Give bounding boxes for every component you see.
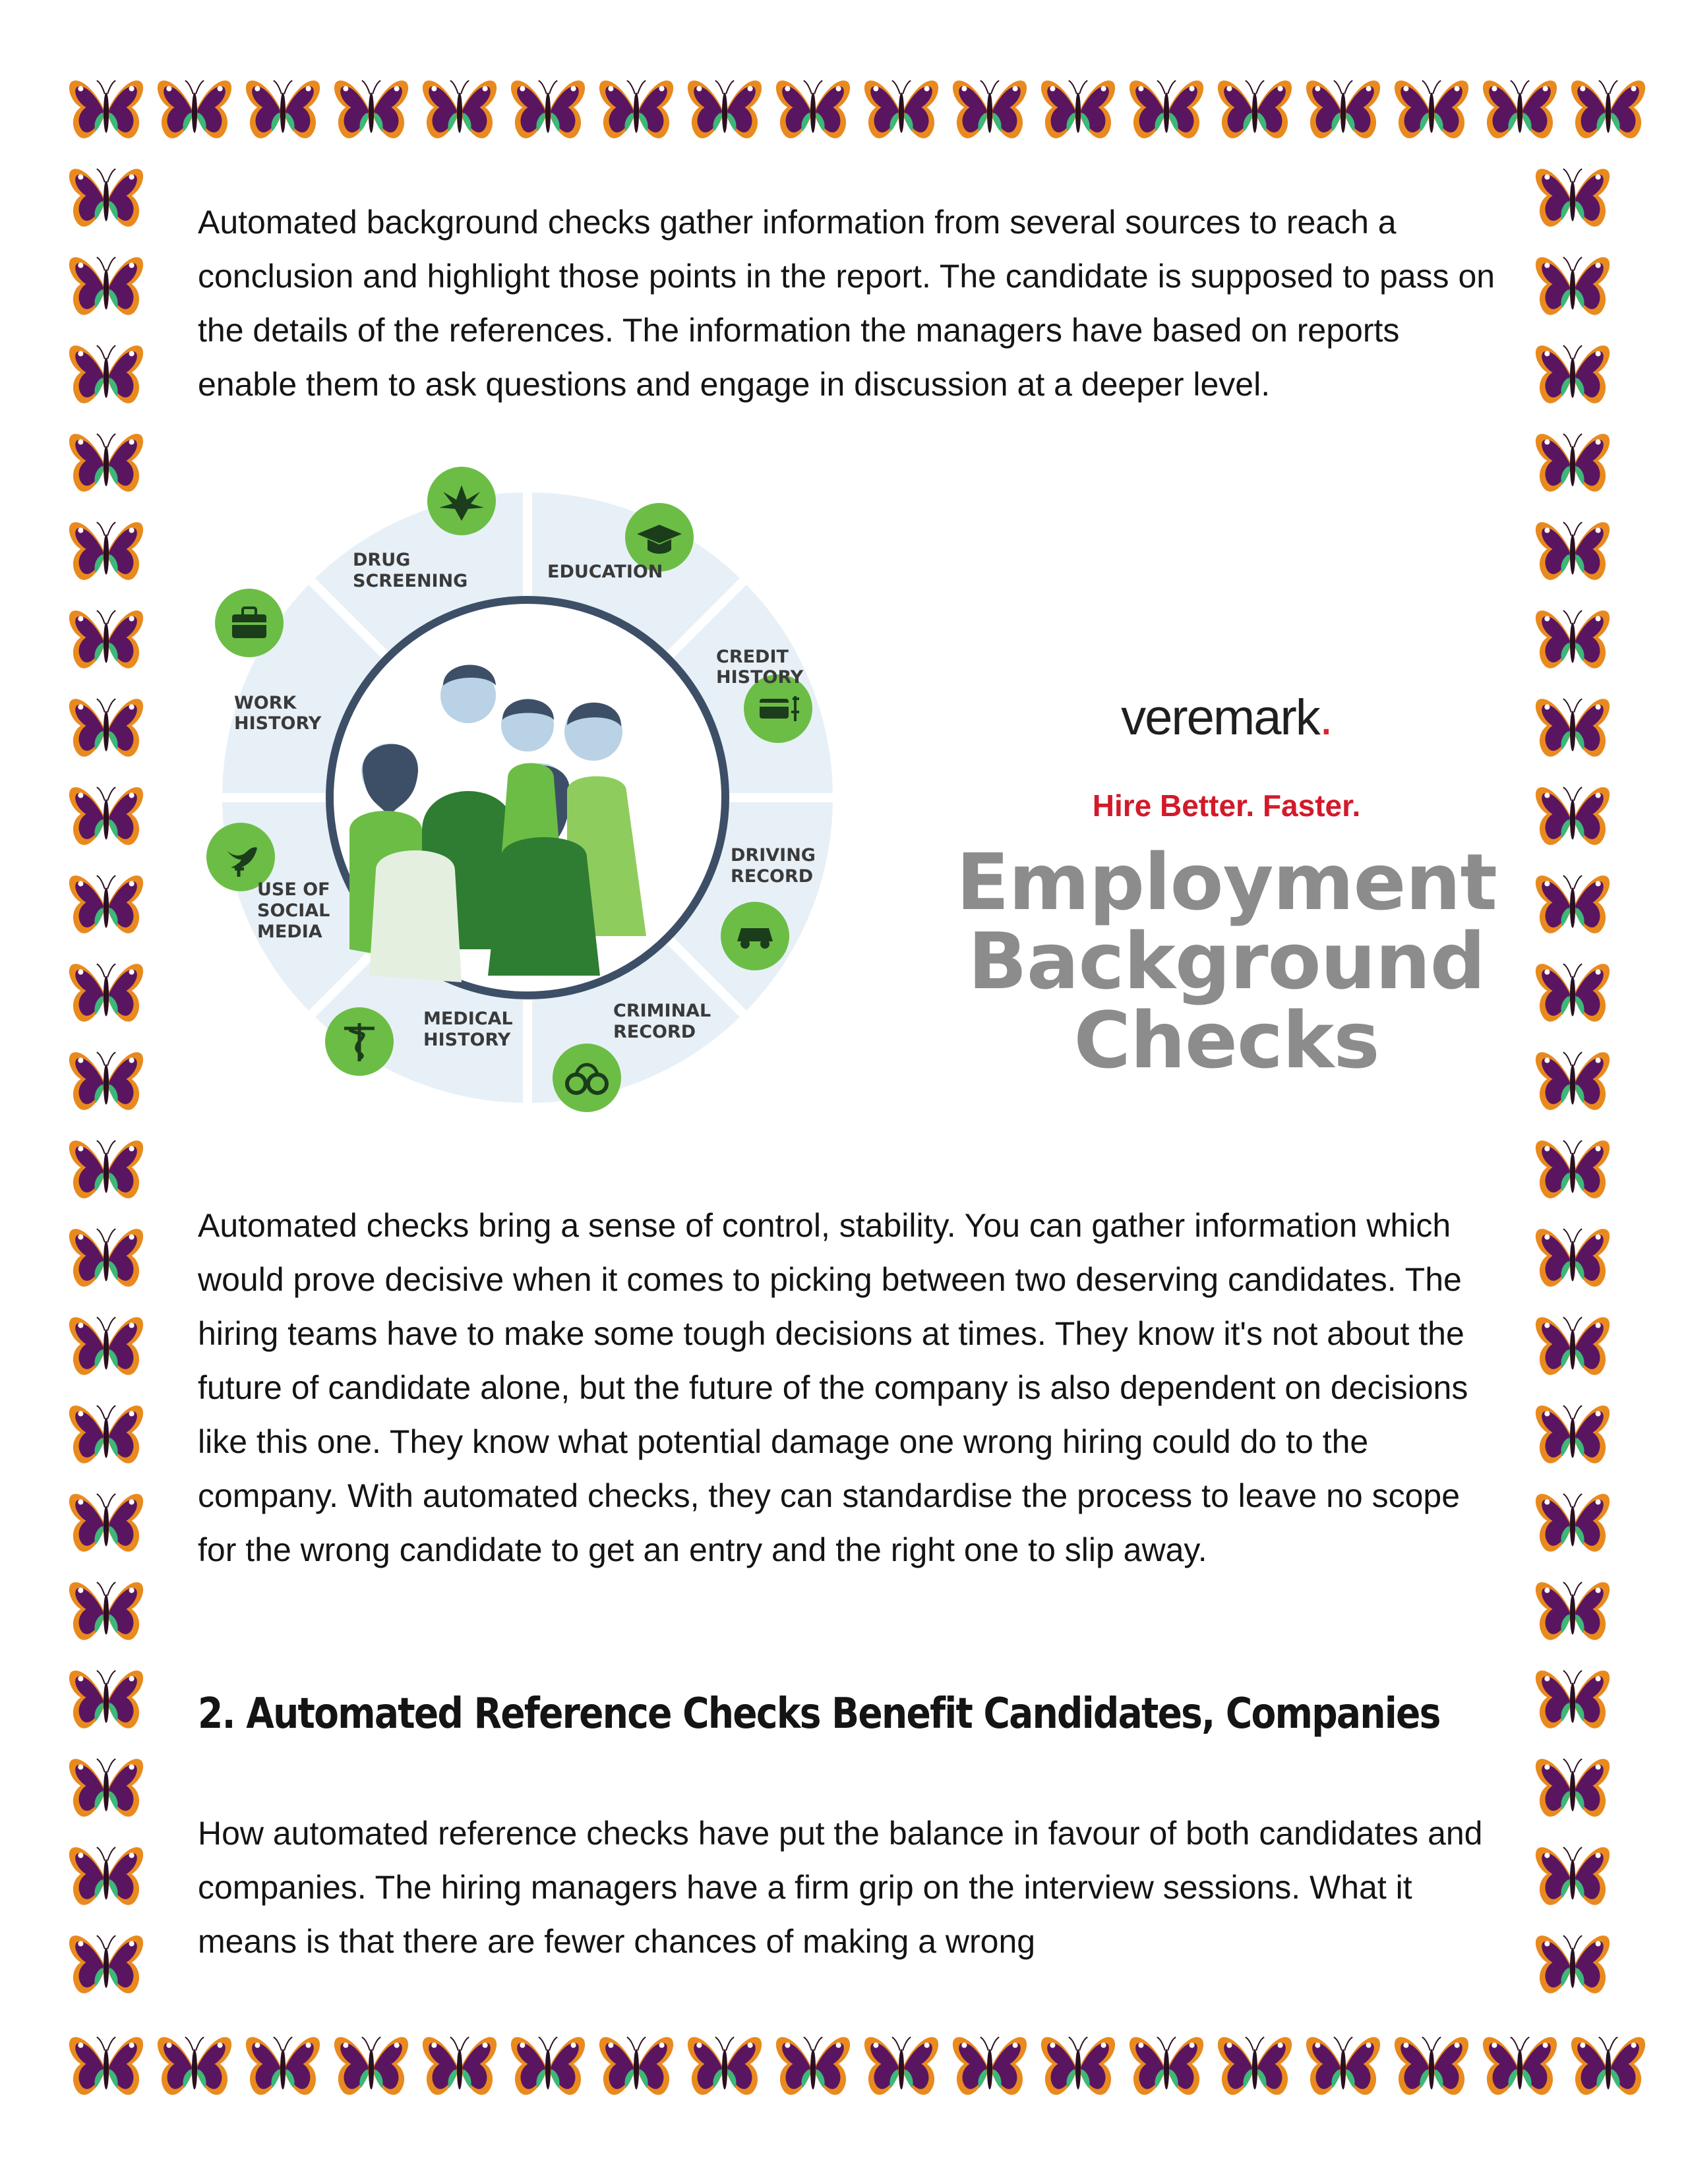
butterfly-icon (243, 2030, 323, 2104)
handcuffs-icon (553, 1044, 621, 1112)
butterfly-icon (66, 1046, 146, 1119)
butterfly-icon (66, 251, 146, 324)
section-heading: 2. Automated Reference Checks Benefit Candidates, Companies (198, 1690, 1440, 1738)
label-drug-1: DRUG (353, 550, 411, 570)
butterfly-icon (1532, 162, 1613, 236)
butterfly-icon (1532, 251, 1613, 324)
butterfly-icon (1126, 74, 1207, 148)
butterfly-icon (243, 74, 323, 148)
butterfly-icon (66, 1664, 146, 1738)
title-line-1: Employment (956, 837, 1497, 928)
butterfly-icon (773, 2030, 853, 2104)
butterfly-icon (1532, 1046, 1613, 1119)
butterfly-icon (1532, 1487, 1613, 1561)
butterfly-icon (66, 1399, 146, 1473)
butterfly-icon (66, 162, 146, 236)
butterfly-icon (1126, 2030, 1207, 2104)
butterfly-icon (66, 869, 146, 943)
brand-name: veremark (1121, 690, 1319, 746)
butterfly-icon (66, 1576, 146, 1649)
butterfly-icon (596, 2030, 677, 2104)
butterfly-icon (1532, 1841, 1613, 1914)
butterfly-icon (419, 74, 500, 148)
butterfly-icon (1480, 2030, 1560, 2104)
butterfly-border-right (1532, 162, 1613, 2003)
butterfly-icon (1038, 74, 1118, 148)
title-line-3: Checks (1073, 995, 1379, 1086)
butterfly-icon (1391, 74, 1472, 148)
butterfly-icon (1532, 957, 1613, 1031)
butterfly-icon (154, 74, 235, 148)
label-social-1: USE OF (257, 879, 330, 900)
label-criminal-1: CRIMINAL (613, 1001, 711, 1021)
butterfly-icon (66, 74, 146, 148)
butterfly-icon (508, 2030, 588, 2104)
label-work-1: WORK (234, 693, 297, 713)
butterfly-icon (1532, 604, 1613, 678)
butterfly-icon (66, 1134, 146, 1208)
label-driving-2: RECORD (731, 866, 814, 887)
label-education: EDUCATION (547, 562, 663, 582)
butterfly-icon (66, 1311, 146, 1384)
butterfly-icon (1532, 1311, 1613, 1384)
butterfly-border-top (66, 74, 1648, 148)
butterfly-icon (1532, 1664, 1613, 1738)
butterfly-icon (1215, 2030, 1295, 2104)
brand-dot: . (1319, 690, 1332, 746)
title-line-2: Background (967, 916, 1486, 1007)
butterfly-icon (950, 2030, 1030, 2104)
label-medical-2: HISTORY (423, 1030, 511, 1050)
butterfly-icon (684, 2030, 765, 2104)
butterfly-icon (684, 74, 765, 148)
butterfly-icon (773, 74, 853, 148)
butterfly-icon (1303, 74, 1383, 148)
label-medical-1: MEDICAL (423, 1009, 513, 1029)
butterfly-border-left (66, 162, 146, 2003)
butterfly-icon (1532, 1929, 1613, 2003)
butterfly-icon (1568, 2030, 1648, 2104)
veremark-brand-panel (943, 461, 1510, 1121)
butterfly-icon (1532, 869, 1613, 943)
butterfly-icon (154, 2030, 235, 2104)
veremark-logo (943, 689, 1510, 746)
label-social-3: MEDIA (257, 922, 322, 942)
label-driving-1: DRIVING (731, 845, 816, 866)
label-criminal-2: RECORD (613, 1022, 696, 1042)
butterfly-icon (66, 957, 146, 1031)
butterfly-icon (596, 74, 677, 148)
paragraph-reference-checks: How automated reference checks have put the balance in favour of both candidates and companies. The hiring managers have a firm grip on the interview sessions. What it means is that there are fewer chances of making a wrong (198, 1815, 1483, 1960)
background-check-wheel (198, 461, 857, 1121)
label-drug-2: SCREENING (353, 571, 468, 591)
butterfly-icon (66, 692, 146, 766)
butterfly-icon (950, 74, 1030, 148)
label-work-2: HISTORY (234, 713, 322, 734)
butterfly-icon (861, 74, 942, 148)
label-credit-1: CREDIT (716, 647, 789, 667)
butterfly-icon (1532, 1134, 1613, 1208)
butterfly-icon (1532, 781, 1613, 854)
butterfly-icon (66, 1222, 146, 1296)
butterfly-icon (66, 339, 146, 413)
butterfly-icon (66, 1487, 146, 1561)
butterfly-icon (66, 1752, 146, 1826)
butterfly-icon (1532, 516, 1613, 589)
butterfly-border-bottom (66, 2030, 1648, 2104)
butterfly-icon (331, 74, 411, 148)
butterfly-icon (66, 427, 146, 501)
background-check-figure (198, 461, 1510, 1121)
butterfly-icon (331, 2030, 411, 2104)
butterfly-icon (1532, 692, 1613, 766)
butterfly-icon (1532, 427, 1613, 501)
paragraph-automated-checks: Automated checks bring a sense of control, stability. You can gather information which would prove decisive when it comes to picking between two deserving candidates. The hiring teams have to make some tough decisions at times. They know it's not about the future of candidate alone, but the future of the company is also dependent on decisions like this one. They know what potential damage one wrong hiring could do to the company. With automated checks, they can standardise the process to leave no scope for the wrong candidate to get an entry and the right one to slip away. (198, 1207, 1468, 1568)
brand-tagline: Hire Better. Faster. (1092, 788, 1361, 823)
butterfly-icon (419, 2030, 500, 2104)
butterfly-icon (66, 604, 146, 678)
butterfly-icon (66, 2030, 146, 2104)
paragraph-intro: Automated background checks gather information from several sources to reach a conclusion and highlight those points in the report. The candidate is supposed to pass on the details of the references. The information the managers have based on reports enable them to ask questions and engage in discussion at a deeper level. (198, 204, 1495, 403)
butterfly-icon (1568, 74, 1648, 148)
label-social-2: SOCIAL (257, 900, 330, 921)
butterfly-icon (66, 1841, 146, 1914)
butterfly-icon (861, 2030, 942, 2104)
butterfly-icon (508, 74, 588, 148)
butterfly-icon (1532, 1222, 1613, 1296)
butterfly-icon (1532, 1576, 1613, 1649)
butterfly-icon (1532, 1399, 1613, 1473)
butterfly-icon (1532, 339, 1613, 413)
butterfly-icon (66, 1929, 146, 2003)
butterfly-icon (66, 781, 146, 854)
butterfly-icon (1532, 1752, 1613, 1826)
butterfly-icon (1215, 74, 1295, 148)
butterfly-icon (1038, 2030, 1118, 2104)
butterfly-icon (1480, 74, 1560, 148)
label-credit-2: HISTORY (716, 667, 804, 688)
butterfly-icon (66, 516, 146, 589)
butterfly-icon (1391, 2030, 1472, 2104)
butterfly-icon (1303, 2030, 1383, 2104)
